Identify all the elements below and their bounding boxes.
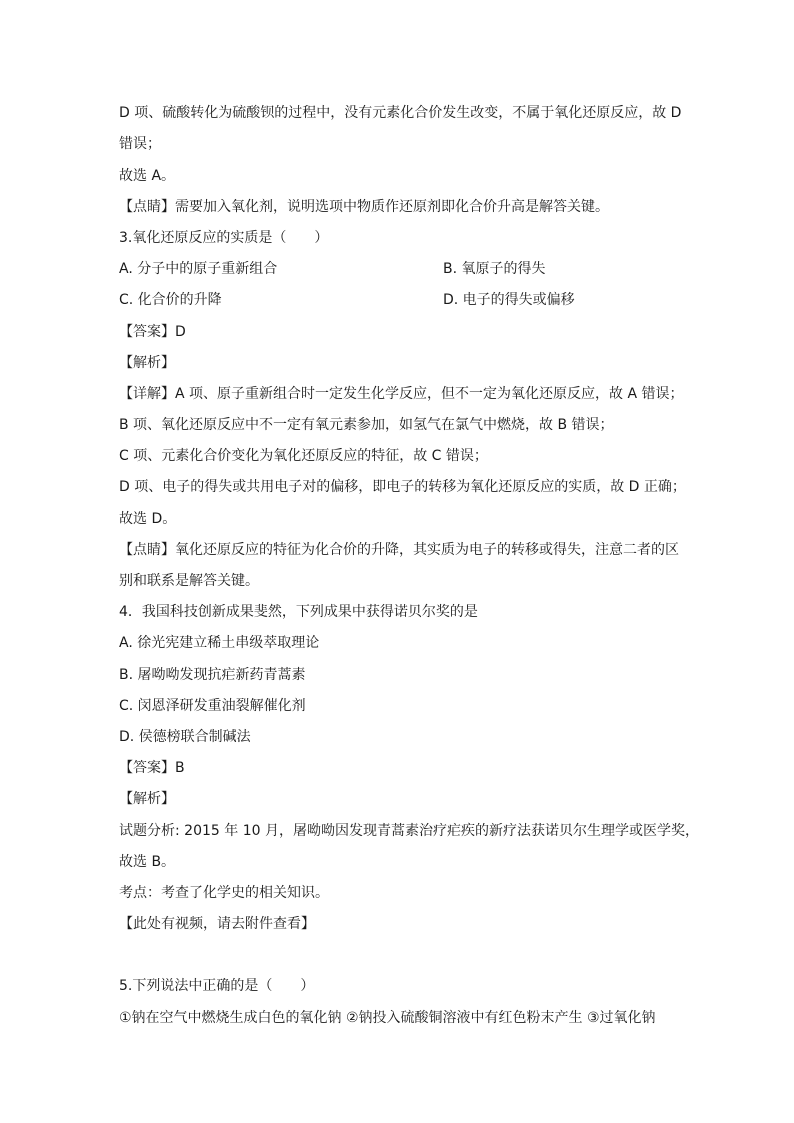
answer-line: 【答案】B [119, 760, 185, 776]
question-3-stem: 3.氧化还原反应的实质是（ ） [119, 230, 329, 246]
analysis-heading: 【解析】 [119, 355, 175, 371]
text-line: 故选 D。 [119, 511, 177, 527]
text-line: 【详解】A 项、原子重新组合时一定发生化学反应，但不一定为氧化还原反应，故 A 错误； [119, 386, 684, 402]
text-line: D 项、硫酸转化为硫酸钡的过程中，没有元素化合价发生改变，不属于氧化还原反应，故 D [119, 105, 682, 121]
text-line: C 项、元素化合价变化为氧化还原反应的特征，故 C 错误； [119, 448, 488, 464]
comment-line: 【点睛】需要加入氧化剂，说明选项中物质作还原剂即化合价升高是解答关键。 [119, 199, 609, 215]
text-line: 故选 A。 [119, 168, 176, 184]
text-line: 故选 B。 [119, 854, 176, 870]
comment-line: 【点睛】氧化还原反应的特征为化合价的升降，其实质为电子的转移或得失，注意二者的区 [119, 542, 679, 558]
question-4-stem: 4．我国科技创新成果斐然，下列成果中获得诺贝尔奖的是 [119, 604, 478, 620]
text-line: ①钠在空气中燃烧生成白色的氧化钠 ②钠投入硫酸铜溶液中有红色粉末产生 ③过氧化钠 [119, 1010, 656, 1026]
q4-option-a: A. 徐光宪建立稀土串级萃取理论 [119, 635, 320, 651]
analysis-heading: 【解析】 [119, 791, 175, 807]
q3-option-b: B. 氧原子的得失 [443, 261, 546, 277]
text-line: B 项、氧化还原反应中不一定有氧元素参加，如氢气在氯气中燃烧，故 B 错误； [119, 417, 614, 433]
text-line: D 项、电子的得失或共用电子对的偏移，即电子的转移为氧化还原反应的实质，故 D 正确； [119, 479, 686, 495]
text-line: 考点：考查了化学史的相关知识。 [119, 885, 329, 901]
q3-option-d: D. 电子的得失或偏移 [443, 292, 575, 308]
q3-option-a: A. 分子中的原子重新组合 [119, 261, 278, 277]
text-line: 错误； [119, 136, 161, 152]
question-5-stem: 5.下列说法中正确的是（ ） [119, 978, 315, 994]
text-line: 试题分析: 2015 年 10 月，屠呦呦因发现青蒿素治疗疟疾的新疗法获诺贝尔生理学或医学奖， [119, 823, 699, 839]
text-line: 别和联系是解答关键。 [119, 573, 259, 589]
q3-option-c: C. 化合价的升降 [119, 292, 222, 308]
q4-option-d: D. 侯德榜联合制碱法 [119, 729, 251, 745]
q4-option-b: B. 屠呦呦发现抗疟新药青蒿素 [119, 667, 306, 683]
q4-option-c: C. 闵恩泽研发重油裂解催化剂 [119, 698, 306, 714]
video-note: 【此处有视频，请去附件查看】 [119, 916, 315, 932]
answer-line: 【答案】D [119, 324, 186, 340]
